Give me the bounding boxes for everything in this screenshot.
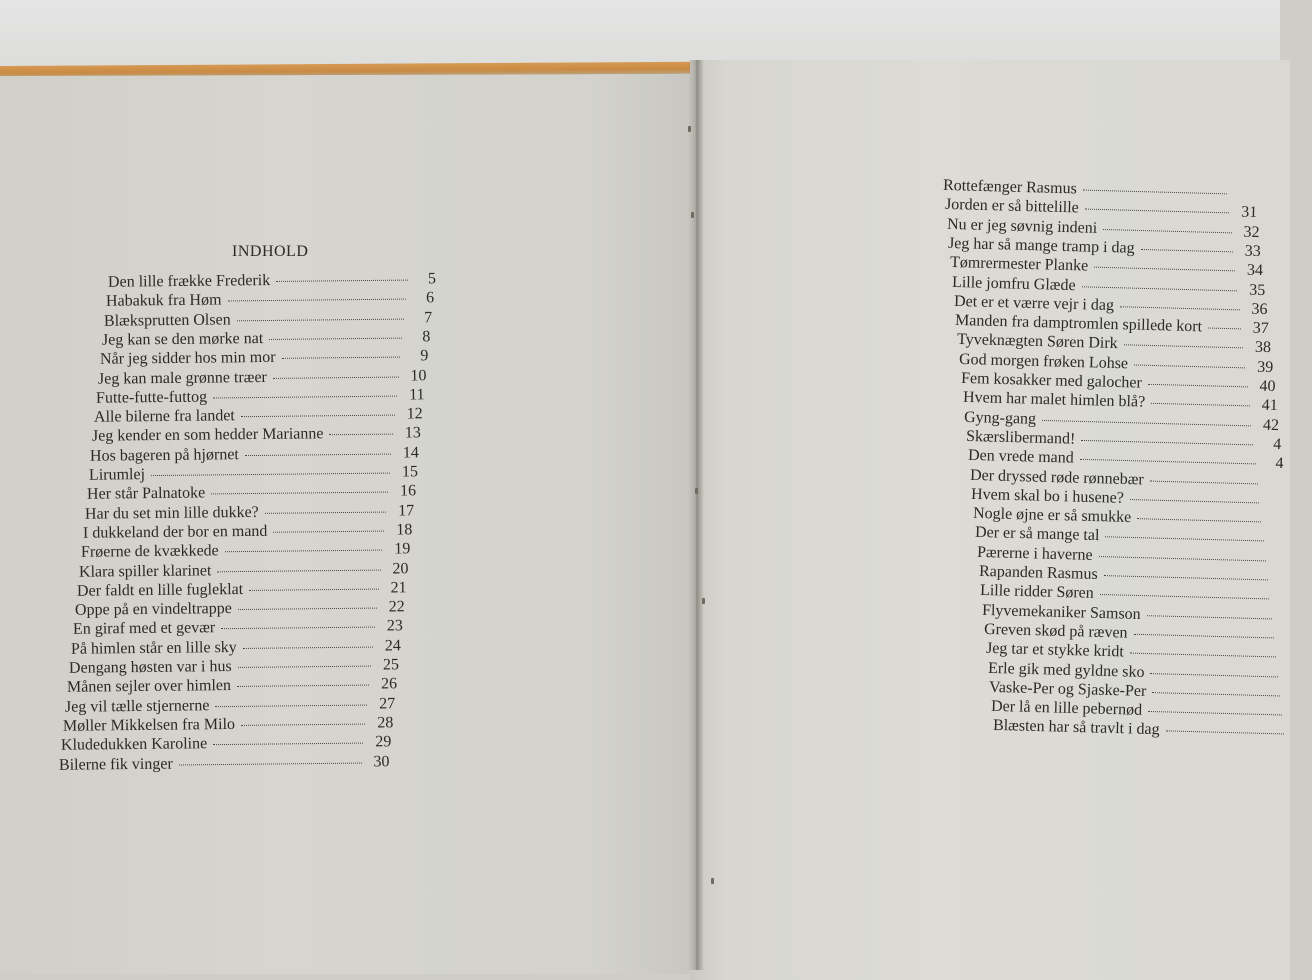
toc-entry-page [1278, 622, 1300, 623]
dot-leader [213, 742, 363, 746]
dot-leader [1137, 517, 1261, 522]
toc-entry-title: Nu er jeg søvnig indeni [946, 215, 1097, 237]
toc-entry-page: 30 [373, 752, 390, 770]
dot-leader [1141, 248, 1233, 252]
toc-entry-title: Der dryssed røde rønnebær [969, 466, 1144, 488]
toc-entry-page: 13 [405, 424, 422, 442]
toc-entry-page: 19 [393, 540, 411, 558]
dot-leader [1083, 189, 1227, 195]
toc-entry-page [1233, 198, 1255, 199]
toc-entry [98, 368, 427, 387]
toc-entry-page: 31 [1240, 203, 1258, 222]
dot-leader [150, 472, 389, 477]
toc-entry-page: 18 [395, 521, 413, 539]
dot-leader [269, 336, 402, 339]
toc-entry-page [1288, 719, 1310, 720]
toc-entry-page [1273, 584, 1295, 585]
toc-entry-page [1271, 564, 1293, 565]
toc-entry-title: Frøerne de kvækkede [80, 542, 219, 561]
toc-entry-page: 28 [377, 714, 394, 732]
toc-entry [65, 696, 395, 715]
dot-leader [241, 414, 395, 418]
dot-leader [1081, 285, 1237, 291]
toc-entry-title: Jeg tar et stykke kridt [985, 640, 1124, 661]
toc-entry [85, 503, 414, 522]
toc-entry-title: Den vrede mand [967, 447, 1074, 467]
toc-entry [59, 754, 390, 773]
toc-entry-title: Gyng-gang [964, 408, 1037, 428]
toc-entry [77, 580, 407, 599]
binding-stitch [702, 598, 705, 604]
toc-entry-page [1267, 526, 1289, 527]
dot-leader [1148, 383, 1248, 388]
toc-entry-page: 10 [410, 366, 427, 384]
dot-leader [1120, 305, 1240, 310]
dot-leader [1103, 228, 1231, 233]
dot-leader [179, 761, 362, 765]
toc-entry-page: 40 [1259, 377, 1276, 396]
toc-entry-page: 26 [381, 675, 398, 693]
toc-entry-title: Der lå en lille pebernød [990, 697, 1143, 719]
toc-entry-title: Hvem skal bo i husene? [971, 485, 1125, 507]
toc-entry-title: Pærerne i haverne [976, 543, 1093, 564]
binding-stitch [691, 212, 694, 218]
dot-leader [264, 510, 385, 513]
toc-entry-page: 11 [409, 386, 425, 404]
binding-stitch [688, 126, 691, 132]
dot-leader [1084, 208, 1229, 214]
dot-leader [1148, 710, 1282, 715]
dot-leader [1094, 266, 1235, 272]
toc-entry-page: 6 [426, 289, 435, 307]
dot-leader [238, 665, 371, 668]
toc-entry-page: 39 [1257, 358, 1274, 376]
book-gutter [688, 60, 704, 970]
toc-entry-page: 32 [1242, 223, 1260, 241]
toc-entry-title: Månen sejler over himlen [66, 677, 232, 697]
toc-entry-page: 29 [375, 733, 392, 751]
toc-entry-page: 7 [424, 308, 433, 326]
toc-entry-page: 17 [397, 501, 414, 520]
toc-entry-title: Rapanden Rasmus [978, 562, 1098, 583]
toc-entry-title: Det er et værre vejr i dag [953, 292, 1114, 314]
toc-entry-page: 23 [386, 617, 403, 635]
dot-leader [1133, 633, 1273, 639]
toc-entry-title: God morgen frøken Lohse [958, 350, 1129, 372]
toc-entry-page: 8 [422, 328, 431, 346]
dot-leader [276, 279, 408, 282]
toc-entry [90, 445, 419, 464]
toc-entry-page: 25 [382, 656, 400, 674]
toc-entry-title: Greven skød på ræven [983, 620, 1128, 642]
dot-leader [1153, 691, 1280, 696]
toc-entry-title: Hos bageren på hjørnet [90, 445, 240, 465]
toc-entry-page [1284, 680, 1306, 681]
toc-entry-page [1282, 661, 1304, 662]
dot-leader [241, 722, 365, 725]
toc-entry-title: Har du set min lille dukke? [84, 503, 259, 523]
dot-leader [211, 491, 388, 495]
dot-leader [1124, 344, 1243, 349]
toc-entry [108, 271, 436, 290]
toc-entry-page: 21 [390, 579, 407, 597]
toc-entry-title: Tømrermester Planke [949, 254, 1089, 275]
toc-entry [79, 561, 409, 580]
dot-leader [228, 298, 407, 302]
toc-entry-page: 36 [1250, 300, 1268, 318]
toc-entry [104, 310, 432, 329]
toc-entry-page: 37 [1252, 319, 1270, 338]
dot-leader [1208, 327, 1241, 330]
toc-entry-title: Hvem har malet himlen blå? [962, 389, 1145, 411]
toc-entry-title: Jeg kender en som hedder Marianne [92, 425, 324, 446]
toc-entry-title: Møller Mikkelsen fra Milo [63, 715, 236, 735]
binding-stitch [695, 488, 698, 494]
toc-entry-page [1290, 738, 1312, 739]
dot-leader [245, 452, 391, 456]
toc-entry-title: Oppe på en vindeltrappe [74, 600, 232, 619]
toc-entry-page: 15 [401, 463, 418, 481]
toc-entry-page [1280, 641, 1302, 642]
toc-entry [83, 522, 412, 541]
toc-entry-title: Vaske-Per og Sjaske-Per [989, 678, 1147, 700]
dot-leader [215, 703, 367, 707]
toc-entry-title: Jeg kan se den mørke nat [102, 329, 264, 349]
dot-leader [1149, 479, 1257, 484]
toc-entry-title: Klara spiller klarinet [78, 561, 212, 581]
toc-entry-title: I dukkeland der bor en mand [82, 522, 268, 542]
toc-entry-title: Jeg vil tælle stjernerne [65, 696, 210, 716]
toc-entry-page: 5 [427, 270, 437, 288]
toc-entry-title: Blæsten har så travlt i dag [992, 717, 1160, 739]
toc-entry-title: Erle gik med gyldne sko [987, 659, 1145, 681]
dot-leader [330, 433, 393, 436]
toc-entry-title: Den lille frække Frederik [107, 272, 271, 291]
dot-leader [217, 568, 380, 572]
toc-entry-page: 35 [1248, 281, 1266, 299]
toc-entry-page: 41 [1261, 397, 1278, 415]
toc-entry-title: Dengang høsten var i hus [68, 658, 232, 677]
toc-entry-page: 9 [420, 347, 429, 365]
dot-leader [273, 375, 399, 378]
toc-entry-title: En giraf med et gevær [72, 619, 216, 639]
toc-entry-page [1275, 603, 1297, 604]
toc-entry-title: Futte-futte-futtog [96, 388, 208, 407]
dot-leader [1134, 363, 1245, 368]
dot-leader [237, 317, 405, 321]
toc-entry-title: Habakuk fra Høm [105, 291, 222, 311]
dot-leader [249, 587, 378, 590]
toc-entry [96, 387, 425, 406]
toc-entry-title: Lille ridder Søren [980, 582, 1095, 603]
toc-entry-title: Tyveknægten Søren Dirk [957, 331, 1119, 353]
dot-leader [282, 356, 401, 359]
toc-entry-page: 20 [392, 559, 409, 577]
binding-stitch [711, 878, 714, 884]
dot-leader [1080, 458, 1256, 465]
toc-entry-title: Lille jomfru Glæde [951, 273, 1076, 294]
dot-leader [1165, 730, 1283, 735]
toc-entry-title: Der faldt en lille fugleklat [76, 580, 244, 600]
dot-leader [1081, 439, 1253, 445]
toc-entry-title: Jorden er så bittelille [944, 196, 1079, 217]
dot-leader [237, 684, 369, 687]
toc-entry-page: 14 [403, 443, 420, 462]
toc-entry-title: Kludedukken Karoline [61, 735, 208, 754]
toc-entry-page [1269, 545, 1291, 546]
dot-leader [1103, 574, 1267, 580]
dot-leader [273, 529, 384, 532]
toc-entry-title: Flyvemekaniker Samson [982, 601, 1142, 623]
toc-entry-title: Fem kosakker med galocher [960, 369, 1142, 392]
toc-entry-page: 34 [1246, 261, 1264, 280]
toc-entry-title: Rottefænger Rasmus [942, 176, 1078, 198]
toc-entry-title: Bilerne fik vinger [59, 755, 174, 774]
toc-entry-title: På himlen står en lille sky [70, 638, 237, 658]
dot-leader [1098, 555, 1265, 561]
toc-entry [63, 715, 393, 734]
toc-entry-page: 24 [384, 636, 401, 655]
dot-leader [1100, 593, 1269, 599]
toc-entry-title: Nogle øjne er så smukke [973, 504, 1132, 527]
toc-entry-page: 16 [399, 482, 416, 500]
toc-entry-page [1263, 487, 1285, 488]
toc-entry-title: Blæksprutten Olsen [104, 310, 231, 330]
toc-entry-page: 42 [1263, 416, 1280, 434]
dot-leader [221, 626, 375, 630]
toc-entry-title: Jeg kan male grønne træer [98, 368, 268, 388]
toc-heading: INDHOLD [232, 243, 309, 260]
dot-leader [1105, 536, 1263, 542]
toc-entry-title: Når jeg sidder hos min mor [100, 349, 276, 368]
toc-entry-page: 4 [1275, 455, 1284, 473]
dot-leader [243, 645, 373, 648]
dot-leader [224, 549, 382, 553]
toc-entry-title: Manden fra damptromlen spillede kort [955, 311, 1203, 336]
dot-leader [1129, 652, 1275, 658]
dot-leader [1151, 402, 1250, 407]
toc-entry-page: 33 [1244, 242, 1262, 260]
toc-entry-page: 12 [406, 405, 424, 423]
dot-leader [1042, 419, 1251, 426]
toc-entry-title: Her står Palnatoke [86, 484, 205, 504]
dot-leader [1130, 498, 1259, 503]
toc-entry-page [1286, 699, 1308, 700]
toc-entry-title: Jeg har så mange tramp i dag [948, 234, 1136, 257]
toc-entry-page [1265, 506, 1287, 507]
toc-entry-title: Der er så mange tal [974, 524, 1100, 545]
dot-leader [213, 394, 397, 398]
toc-entry [71, 638, 401, 657]
toc-entry [88, 464, 417, 483]
toc-entry-page: 22 [388, 598, 405, 616]
dot-leader [1147, 614, 1272, 619]
toc-entry [102, 329, 430, 348]
toc-entry-title: Skærslibermand! [965, 427, 1076, 448]
toc-entry-page: 38 [1254, 339, 1272, 357]
toc-entry-title: Lirumlej [88, 466, 145, 484]
dot-leader [238, 607, 377, 610]
toc-entry-page: 4 [1273, 435, 1282, 454]
toc-entry-title: Alle bilerne fra landet [94, 407, 236, 426]
toc-entry-page: 27 [379, 694, 396, 713]
dot-leader [1150, 672, 1278, 677]
